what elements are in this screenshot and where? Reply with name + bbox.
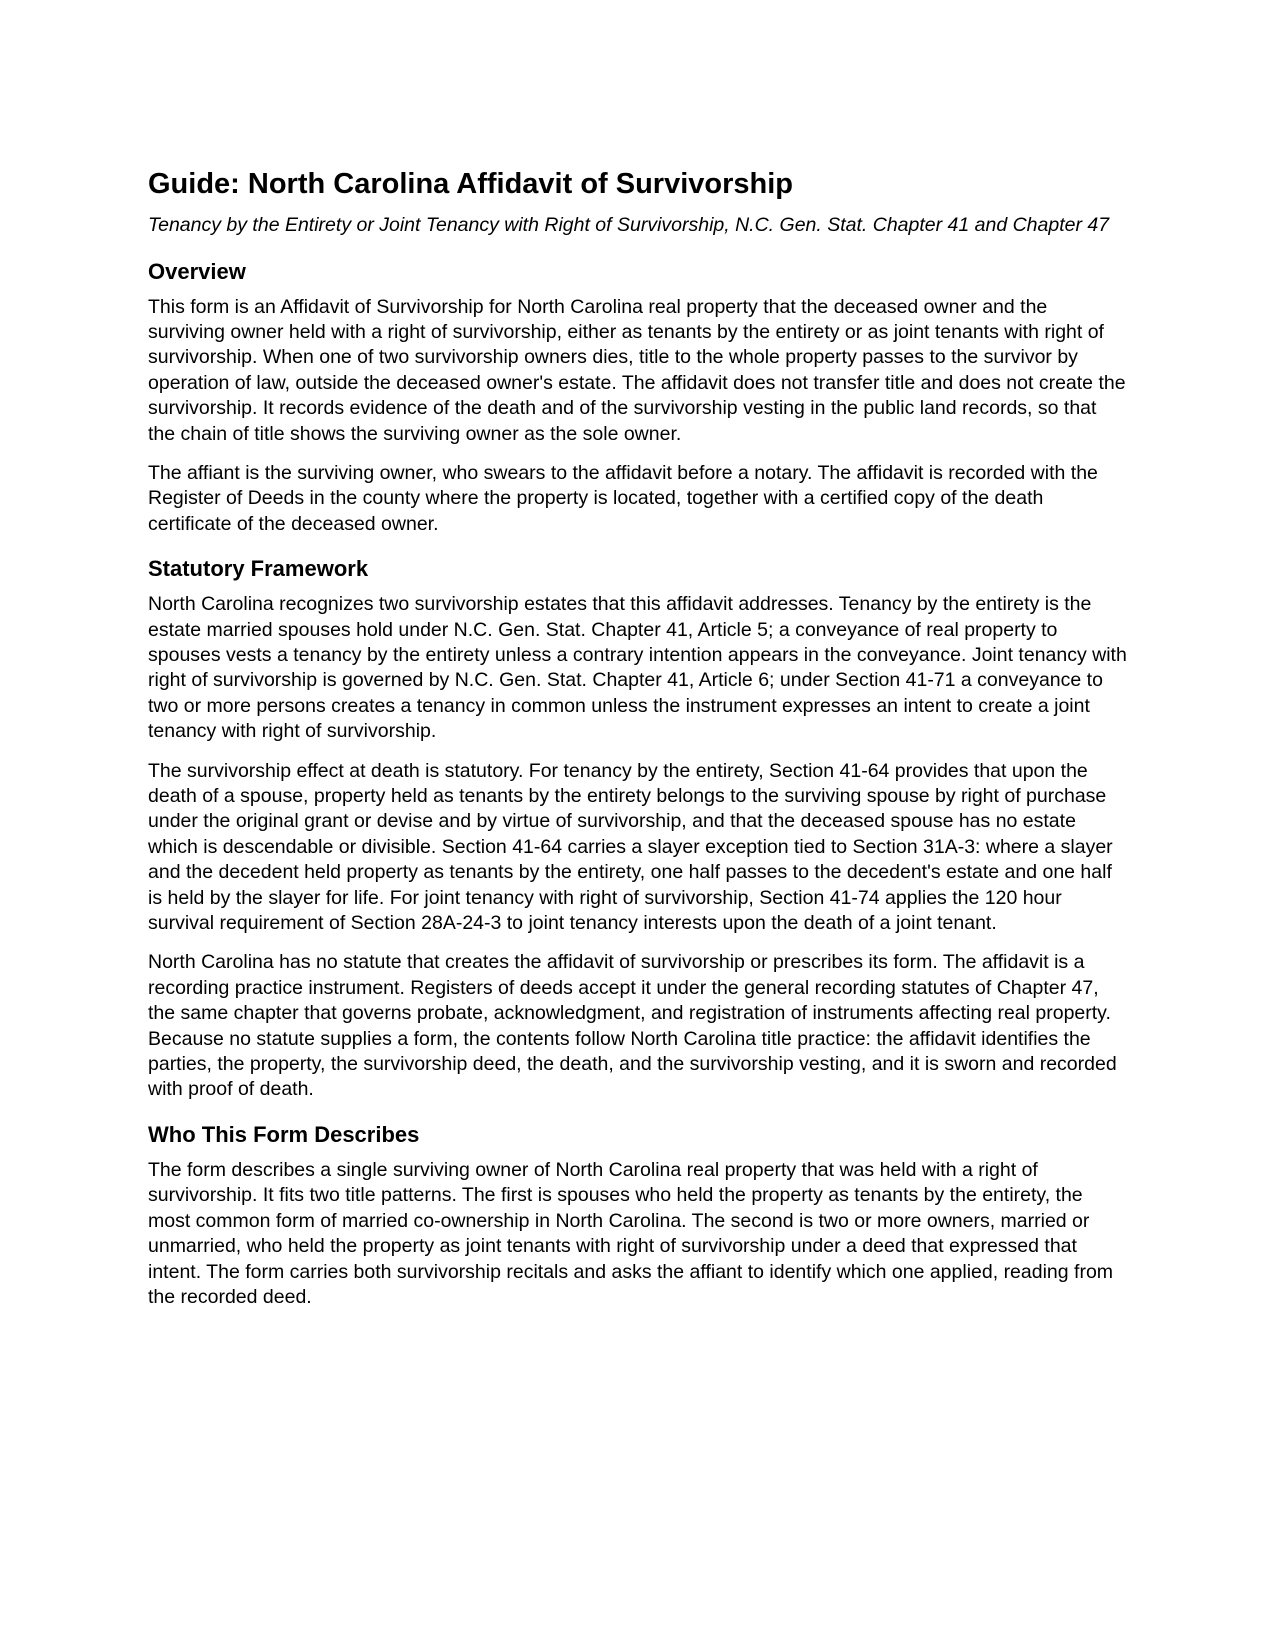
document-title: Guide: North Carolina Affidavit of Survivorship xyxy=(148,168,794,200)
section-heading-statutory-framework: Statutory Framework xyxy=(148,556,369,582)
paragraph: This form is an Affidavit of Survivorship for North Carolina real property that the deceased owner and the surviving owner held with a right of survivorship, either as tenants by the entirety or as joint tenants with right of survivorship. When one of two survivorship owners dies, title to the whole property passes to the survivor by operation of law, outside the deceased owner's estate. The affidavit does not transfer title and does not create the survivorship. It records evidence of the death and of the survivorship vesting in the public land records, so that the chain of title shows the surviving owner as the sole owner. xyxy=(148,295,1126,445)
section-statutory-framework xyxy=(148,555,1128,1103)
paragraph: North Carolina recognizes two survivorship estates that this affidavit addresses. Tenancy by the entirety is the estate married spouses hold under N.C. Gen. Stat. Chapter 41, Article 5; a conveyance of real property to spouses vests a tenancy by the entirety unless a contrary intention appears in the conveyance. Joint tenancy with right of survivorship is governed by N.C. Gen. Stat. Chapter 41, Article 6; under Section 41-71 a conveyance to two or more persons creates a tenancy in common unless the instrument expresses an intent to create a joint tenancy with right of survivorship. xyxy=(148,593,1127,743)
paragraph: North Carolina has no statute that creates the affidavit of survivorship or prescribes its form. The affidavit is a recording practice instrument. Registers of deeds accept it under the general recording statutes of Chapter 47, the same chapter that governs probate, acknowledgment, and registration of instruments affecting real property. Because no statute supplies a form, the contents follow North Carolina title practice: the affidavit identifies the parties, the property, the survivorship deed, the death, and the survivorship vesting, and it is sworn and recorded with proof of death. xyxy=(148,951,1117,1101)
section-heading-overview: Overview xyxy=(148,258,246,284)
paragraph: The affiant is the surviving owner, who swears to the affidavit before a notary. The affidavit is recorded with the Register of Deeds in the county where the property is located, together with a certified copy of the death certificate of the deceased owner. xyxy=(148,461,1098,535)
document-subtitle: Tenancy by the Entirety or Joint Tenancy with Right of Survivorship, N.C. Gen. Stat. Chapter 41 and Chapter 47 xyxy=(148,214,1110,236)
paragraph: The survivorship effect at death is statutory. For tenancy by the entirety, Section 41-64 provides that upon the death of a spouse, property held as tenants by the entirety belongs to the surviving spouse by right of purchase under the original grant or devise and by virtue of survivorship, and that the deceased spouse has no estate which is descendable or divisible. Section 41-64 carries a slayer exception tied to Section 31A-3: where a slayer and the decedent held property as tenants by the entirety, one half passes to the decedent's estate and one half is held by the slayer for life. For joint tenancy with right of survivorship, Section 41-74 applies the 120 hour survival requirement of Section 28A-24-3 to joint tenancy interests upon the death of a joint tenant. xyxy=(148,759,1113,935)
section-overview xyxy=(148,258,1128,538)
paragraph: The form describes a single surviving owner of North Carolina real property that was held with a right of survivorship. It fits two title patterns. The first is spouses who held the property as tenants by the entirety, the most common form of married co-ownership in North Carolina. The second is two or more owners, married or unmarried, who held the property as joint tenants with right of survivorship under a deed that expressed that intent. The form carries both survivorship recitals and asks the affiant to identify which one applied, reading from the recorded deed. xyxy=(148,1158,1114,1308)
document-page xyxy=(148,165,1128,1324)
section-who-this-form-describes xyxy=(148,1121,1128,1310)
section-heading-who-this-form-describes: Who This Form Describes xyxy=(148,1121,420,1147)
